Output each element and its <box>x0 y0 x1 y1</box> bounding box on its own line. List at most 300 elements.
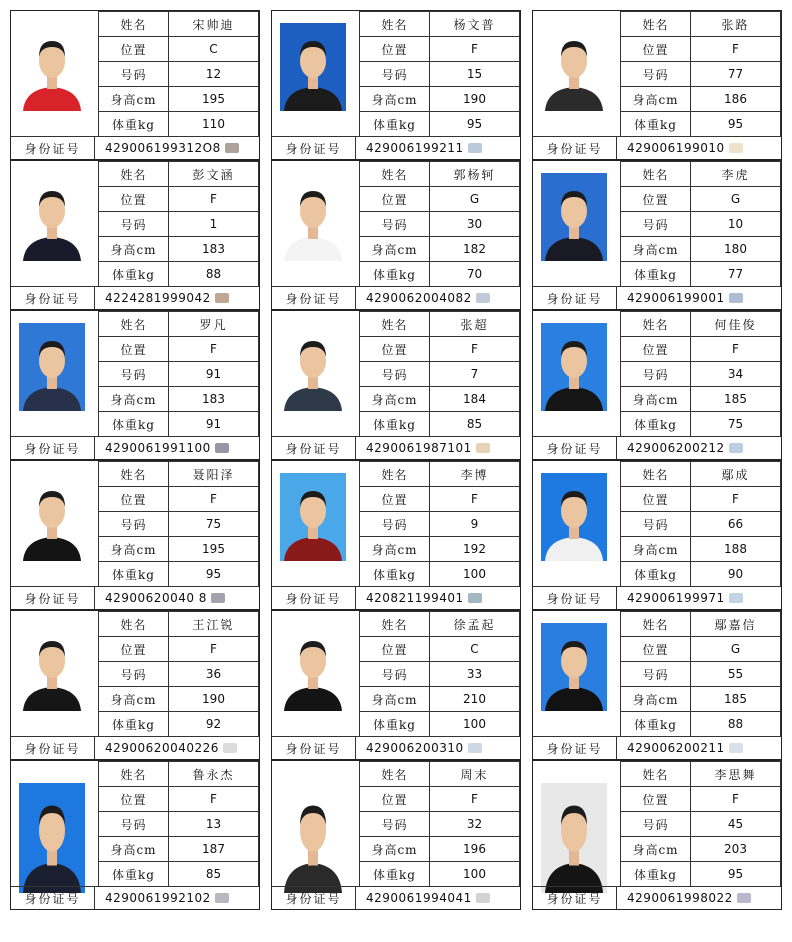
height-label: 身高cm <box>621 837 691 862</box>
id-value-cell <box>356 741 482 755</box>
weight-label: 体重kg <box>99 712 169 737</box>
redacted-mark <box>223 743 237 753</box>
position-label: 位置 <box>99 337 169 362</box>
id-value-cell <box>617 291 743 305</box>
name-value: 张路 <box>691 12 781 37</box>
position-value: G <box>430 187 520 212</box>
redacted-mark <box>476 893 490 903</box>
player-photo <box>541 473 607 561</box>
number-value: 10 <box>691 212 781 237</box>
id-row <box>11 886 259 909</box>
weight-label: 体重kg <box>99 262 169 287</box>
position-label: 位置 <box>360 187 430 212</box>
number-label: 号码 <box>621 362 691 387</box>
player-card <box>532 310 782 460</box>
id-value: 4290061994041 <box>366 891 472 905</box>
player-card <box>10 160 260 310</box>
weight-label: 体重kg <box>99 112 169 137</box>
weight-value: 90 <box>691 562 781 587</box>
number-value: 9 <box>430 512 520 537</box>
player-card <box>532 610 782 760</box>
name-value: 郭杨轲 <box>430 162 520 187</box>
id-row <box>11 436 259 459</box>
height-label: 身高cm <box>360 387 430 412</box>
weight-label: 体重kg <box>621 412 691 437</box>
weight-value: 92 <box>169 712 259 737</box>
player-card <box>271 610 521 760</box>
id-row <box>11 136 259 159</box>
player-photo <box>280 783 346 893</box>
player-info-table <box>98 11 259 137</box>
id-value-cell <box>356 291 490 305</box>
id-value: 42900620040226 <box>105 741 219 755</box>
id-label: 身份证号 <box>11 137 95 159</box>
name-value: 王江锐 <box>169 612 259 637</box>
player-info-table <box>98 161 259 287</box>
height-value: 190 <box>169 687 259 712</box>
id-label: 身份证号 <box>533 287 617 309</box>
player-photo <box>19 473 85 561</box>
height-value: 185 <box>691 687 781 712</box>
name-value: 李虎 <box>691 162 781 187</box>
height-label: 身高cm <box>360 837 430 862</box>
id-label: 身份证号 <box>272 587 356 609</box>
weight-value: 110 <box>169 112 259 137</box>
weight-label: 体重kg <box>99 412 169 437</box>
redacted-mark <box>468 743 482 753</box>
position-value: F <box>430 787 520 812</box>
number-value: 91 <box>169 362 259 387</box>
position-value: F <box>691 337 781 362</box>
position-value: F <box>169 337 259 362</box>
name-label: 姓名 <box>621 762 691 787</box>
id-label: 身份证号 <box>272 737 356 759</box>
id-value: 4290061991100 <box>105 441 211 455</box>
id-value-cell <box>356 441 490 455</box>
name-label: 姓名 <box>621 12 691 37</box>
id-value-cell <box>95 291 229 305</box>
weight-label: 体重kg <box>360 862 430 887</box>
height-value: 183 <box>169 387 259 412</box>
player-photo <box>280 323 346 411</box>
position-value: F <box>430 37 520 62</box>
number-value: 66 <box>691 512 781 537</box>
player-card <box>10 760 260 910</box>
height-label: 身高cm <box>99 537 169 562</box>
weight-label: 体重kg <box>99 862 169 887</box>
weight-value: 85 <box>430 412 520 437</box>
id-value: 420821199401 <box>366 591 464 605</box>
player-info-table <box>359 461 520 587</box>
id-value: 429006199010 <box>627 141 725 155</box>
number-value: 7 <box>430 362 520 387</box>
position-label: 位置 <box>99 37 169 62</box>
name-label: 姓名 <box>360 462 430 487</box>
name-value: 鲁永杰 <box>169 762 259 787</box>
position-value: F <box>169 487 259 512</box>
player-card <box>271 760 521 910</box>
number-label: 号码 <box>360 62 430 87</box>
id-row <box>533 736 781 759</box>
position-value: F <box>169 637 259 662</box>
redacted-mark <box>468 593 482 603</box>
id-row <box>533 436 781 459</box>
height-value: 186 <box>691 87 781 112</box>
height-value: 192 <box>430 537 520 562</box>
name-label: 姓名 <box>99 612 169 637</box>
id-label: 身份证号 <box>11 587 95 609</box>
redacted-mark <box>729 743 743 753</box>
id-row <box>11 736 259 759</box>
weight-label: 体重kg <box>360 412 430 437</box>
name-value: 宋帅迪 <box>169 12 259 37</box>
id-label: 身份证号 <box>272 437 356 459</box>
id-value-cell <box>617 441 743 455</box>
height-label: 身高cm <box>99 837 169 862</box>
id-label: 身份证号 <box>272 137 356 159</box>
redacted-mark <box>737 893 751 903</box>
player-photo <box>19 23 85 111</box>
player-info-table <box>620 761 781 887</box>
id-label: 身份证号 <box>272 887 356 909</box>
weight-label: 体重kg <box>360 262 430 287</box>
number-value: 55 <box>691 662 781 687</box>
position-value: F <box>430 337 520 362</box>
id-value-cell <box>95 441 229 455</box>
position-value: C <box>430 637 520 662</box>
player-photo <box>19 783 85 893</box>
position-label: 位置 <box>99 187 169 212</box>
name-value: 李思舞 <box>691 762 781 787</box>
name-label: 姓名 <box>99 162 169 187</box>
id-row <box>533 286 781 309</box>
position-label: 位置 <box>360 637 430 662</box>
number-value: 30 <box>430 212 520 237</box>
height-label: 身高cm <box>99 387 169 412</box>
number-value: 13 <box>169 812 259 837</box>
id-row <box>272 136 520 159</box>
number-label: 号码 <box>99 662 169 687</box>
id-label: 身份证号 <box>533 437 617 459</box>
number-label: 号码 <box>621 512 691 537</box>
position-label: 位置 <box>621 337 691 362</box>
weight-value: 88 <box>691 712 781 737</box>
id-row <box>533 136 781 159</box>
position-value: G <box>691 637 781 662</box>
id-value-cell <box>617 141 743 155</box>
name-label: 姓名 <box>360 312 430 337</box>
id-value: 429006199312O8 <box>105 141 221 155</box>
redacted-mark <box>215 893 229 903</box>
weight-label: 体重kg <box>99 562 169 587</box>
player-card <box>532 460 782 610</box>
height-value: 190 <box>430 87 520 112</box>
name-value: 鄢成 <box>691 462 781 487</box>
weight-label: 体重kg <box>621 712 691 737</box>
number-value: 45 <box>691 812 781 837</box>
height-label: 身高cm <box>621 237 691 262</box>
weight-value: 88 <box>169 262 259 287</box>
player-photo <box>541 623 607 711</box>
player-card <box>271 310 521 460</box>
name-value: 周末 <box>430 762 520 787</box>
position-label: 位置 <box>360 337 430 362</box>
id-value: 429006199001 <box>627 291 725 305</box>
id-row <box>272 586 520 609</box>
name-label: 姓名 <box>621 162 691 187</box>
id-value: 4224281999042 <box>105 291 211 305</box>
position-label: 位置 <box>621 37 691 62</box>
position-value: F <box>691 787 781 812</box>
player-info-table <box>359 761 520 887</box>
height-value: 210 <box>430 687 520 712</box>
number-label: 号码 <box>99 212 169 237</box>
number-value: 32 <box>430 812 520 837</box>
number-label: 号码 <box>621 662 691 687</box>
position-label: 位置 <box>360 487 430 512</box>
player-info-table <box>98 761 259 887</box>
weight-label: 体重kg <box>621 862 691 887</box>
height-label: 身高cm <box>360 237 430 262</box>
id-row <box>533 886 781 909</box>
id-row <box>272 736 520 759</box>
id-value-cell <box>95 741 237 755</box>
number-value: 15 <box>430 62 520 87</box>
number-value: 12 <box>169 62 259 87</box>
redacted-mark <box>215 443 229 453</box>
id-label: 身份证号 <box>533 587 617 609</box>
name-label: 姓名 <box>621 462 691 487</box>
player-card <box>10 610 260 760</box>
name-value: 李博 <box>430 462 520 487</box>
id-label: 身份证号 <box>272 287 356 309</box>
player-info-table <box>98 611 259 737</box>
name-value: 杨文普 <box>430 12 520 37</box>
number-label: 号码 <box>360 362 430 387</box>
height-value: 203 <box>691 837 781 862</box>
height-label: 身高cm <box>99 237 169 262</box>
player-photo <box>19 173 85 261</box>
number-label: 号码 <box>360 812 430 837</box>
id-label: 身份证号 <box>11 287 95 309</box>
weight-value: 95 <box>430 112 520 137</box>
name-label: 姓名 <box>99 762 169 787</box>
id-value: 4290061987101 <box>366 441 472 455</box>
weight-label: 体重kg <box>360 112 430 137</box>
id-value-cell <box>95 141 239 155</box>
name-value: 彭文涵 <box>169 162 259 187</box>
player-photo <box>280 623 346 711</box>
height-label: 身高cm <box>360 87 430 112</box>
number-label: 号码 <box>360 662 430 687</box>
weight-value: 100 <box>430 712 520 737</box>
player-info-table <box>359 311 520 437</box>
weight-value: 77 <box>691 262 781 287</box>
weight-value: 75 <box>691 412 781 437</box>
weight-value: 100 <box>430 562 520 587</box>
player-info-table <box>359 161 520 287</box>
height-value: 180 <box>691 237 781 262</box>
redacted-mark <box>729 443 743 453</box>
height-value: 184 <box>430 387 520 412</box>
id-value: 429006200310 <box>366 741 464 755</box>
position-label: 位置 <box>99 787 169 812</box>
weight-label: 体重kg <box>621 112 691 137</box>
height-label: 身高cm <box>99 687 169 712</box>
player-card <box>10 460 260 610</box>
player-info-table <box>620 611 781 737</box>
redacted-mark <box>225 143 239 153</box>
number-label: 号码 <box>621 212 691 237</box>
player-info-table <box>620 11 781 137</box>
height-value: 196 <box>430 837 520 862</box>
position-value: F <box>691 37 781 62</box>
number-value: 34 <box>691 362 781 387</box>
position-label: 位置 <box>99 487 169 512</box>
id-value-cell <box>356 891 490 905</box>
name-value: 徐孟起 <box>430 612 520 637</box>
player-card <box>271 460 521 610</box>
redacted-mark <box>729 593 743 603</box>
name-value: 何佳俊 <box>691 312 781 337</box>
id-label: 身份证号 <box>533 887 617 909</box>
player-photo <box>280 473 346 561</box>
name-label: 姓名 <box>360 12 430 37</box>
height-value: 195 <box>169 87 259 112</box>
number-label: 号码 <box>99 362 169 387</box>
id-value: 42900620040 8 <box>105 591 207 605</box>
position-label: 位置 <box>621 787 691 812</box>
height-label: 身高cm <box>99 87 169 112</box>
position-label: 位置 <box>360 787 430 812</box>
id-label: 身份证号 <box>11 887 95 909</box>
number-value: 77 <box>691 62 781 87</box>
name-label: 姓名 <box>621 612 691 637</box>
height-label: 身高cm <box>360 687 430 712</box>
position-value: F <box>691 487 781 512</box>
number-label: 号码 <box>621 812 691 837</box>
player-photo <box>280 173 346 261</box>
position-value: G <box>691 187 781 212</box>
number-label: 号码 <box>621 62 691 87</box>
player-info-table <box>98 461 259 587</box>
roster-grid <box>10 10 782 938</box>
position-value: F <box>169 787 259 812</box>
id-row <box>11 286 259 309</box>
id-value-cell <box>356 591 482 605</box>
height-value: 183 <box>169 237 259 262</box>
weight-label: 体重kg <box>360 712 430 737</box>
id-value-cell <box>95 891 229 905</box>
name-label: 姓名 <box>360 612 430 637</box>
id-value-cell <box>617 591 743 605</box>
player-photo <box>541 323 607 411</box>
position-label: 位置 <box>621 637 691 662</box>
id-value: 429006199211 <box>366 141 464 155</box>
id-row <box>272 886 520 909</box>
player-info-table <box>359 611 520 737</box>
id-value-cell <box>617 741 743 755</box>
redacted-mark <box>476 443 490 453</box>
height-label: 身高cm <box>360 537 430 562</box>
id-value: 4290062004082 <box>366 291 472 305</box>
weight-value: 95 <box>691 862 781 887</box>
name-label: 姓名 <box>360 162 430 187</box>
height-label: 身高cm <box>621 387 691 412</box>
player-photo <box>280 23 346 111</box>
position-label: 位置 <box>360 37 430 62</box>
redacted-mark <box>211 593 225 603</box>
height-value: 187 <box>169 837 259 862</box>
number-label: 号码 <box>360 212 430 237</box>
number-label: 号码 <box>360 512 430 537</box>
weight-value: 85 <box>169 862 259 887</box>
player-photo <box>19 623 85 711</box>
id-value: 429006200211 <box>627 741 725 755</box>
player-card <box>271 10 521 160</box>
weight-value: 95 <box>169 562 259 587</box>
weight-value: 95 <box>691 112 781 137</box>
player-info-table <box>620 161 781 287</box>
position-value: F <box>169 187 259 212</box>
name-label: 姓名 <box>621 312 691 337</box>
position-label: 位置 <box>621 187 691 212</box>
player-card <box>10 10 260 160</box>
id-value-cell <box>95 591 225 605</box>
weight-value: 70 <box>430 262 520 287</box>
id-label: 身份证号 <box>533 737 617 759</box>
height-value: 182 <box>430 237 520 262</box>
number-value: 1 <box>169 212 259 237</box>
player-card <box>532 160 782 310</box>
height-label: 身高cm <box>621 687 691 712</box>
weight-label: 体重kg <box>360 562 430 587</box>
number-label: 号码 <box>99 812 169 837</box>
player-photo <box>541 23 607 111</box>
player-info-table <box>620 461 781 587</box>
player-photo <box>541 783 607 893</box>
height-value: 185 <box>691 387 781 412</box>
id-value: 429006199971 <box>627 591 725 605</box>
id-row <box>11 586 259 609</box>
name-label: 姓名 <box>99 462 169 487</box>
id-value: 4290061992102 <box>105 891 211 905</box>
id-label: 身份证号 <box>11 437 95 459</box>
player-card <box>271 160 521 310</box>
id-value-cell <box>356 141 482 155</box>
number-value: 75 <box>169 512 259 537</box>
player-photo <box>19 323 85 411</box>
position-value: C <box>169 37 259 62</box>
name-value: 鄢嘉信 <box>691 612 781 637</box>
redacted-mark <box>468 143 482 153</box>
name-value: 聂阳泽 <box>169 462 259 487</box>
number-label: 号码 <box>99 512 169 537</box>
player-info-table <box>620 311 781 437</box>
id-row <box>272 286 520 309</box>
name-value: 罗凡 <box>169 312 259 337</box>
height-label: 身高cm <box>621 537 691 562</box>
id-label: 身份证号 <box>11 737 95 759</box>
player-card <box>10 310 260 460</box>
id-value-cell <box>617 891 751 905</box>
player-info-table <box>98 311 259 437</box>
player-info-table <box>359 11 520 137</box>
redacted-mark <box>476 293 490 303</box>
id-row <box>533 586 781 609</box>
height-value: 188 <box>691 537 781 562</box>
id-value: 4290061998022 <box>627 891 733 905</box>
